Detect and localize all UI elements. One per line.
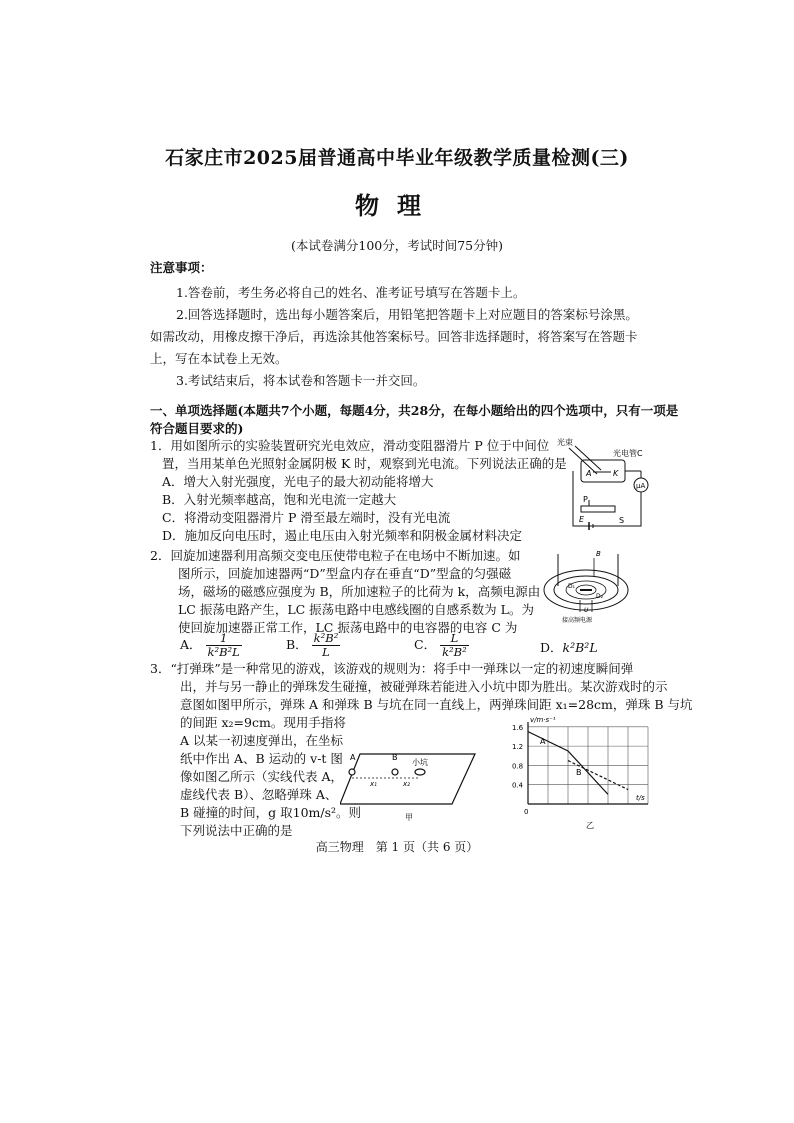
notice-heading: 注意事项： [150, 260, 213, 275]
q3-left-3: 纸中作出 A、B 运动的 v-t 图 [180, 751, 343, 766]
chart-y-tick-label: 0.4 [512, 781, 524, 790]
q3-vt-chart [498, 712, 658, 832]
q1-label-e: E [579, 515, 585, 524]
q3-figure-jia [340, 744, 480, 824]
q3-jia-label-x2: x₂ [403, 780, 410, 788]
q3-jia-label-b: B [392, 753, 398, 762]
chart-series-label-a: A [540, 737, 546, 746]
section-heading-line1: 一、单项选择题(本题共7个小题，每题4分，共28分，在每小题给出的四个选项中，只有一项是 [150, 403, 679, 418]
subject-title: 物理 [355, 191, 439, 220]
q2-label-u: U [584, 607, 589, 614]
q1-option-d: D．施加反向电压时，遏止电压由入射光频率和阴极金属材料决定 [162, 528, 523, 543]
q3-jia-label-a: A [350, 753, 356, 762]
q2-line4: LC 振荡电路产生，LC 振荡电路中电感线圈的自感系数为 L。为 [178, 602, 534, 617]
q1-label-light: 光束 [557, 438, 573, 447]
q3-left-6: B 碰撞的时间，g 取10m/s²。则 [180, 805, 362, 820]
chart-origin: 0 [524, 808, 529, 816]
q1-label-s: S [619, 516, 625, 525]
q3-line2: 出，并与另一静止的弹珠发生碰撞，被碰弹珠若能进入小坑中即为胜出。某次游戏时的示 [180, 679, 668, 694]
q3-jia-label-pit: 小坑 [412, 758, 428, 767]
page-footer: 高三物理 第 1 页（共 6 页） [315, 840, 479, 854]
q1-option-b: B．入射光频率越高，饱和光电流一定越大 [162, 492, 397, 507]
q3-line3: 意图如图甲所示，弹珠 A 和弹珠 B 与坑在同一直线上，两弹珠间距 x₁=28cm，弹珠 B 与坑 [180, 697, 693, 712]
chart-y-ticks [512, 724, 524, 790]
q3-left-5: 虚线代表 B）、忽略弹珠 A、 [180, 787, 338, 802]
q1-option-c: C．将滑动变阻器滑片 P 滑至最左端时，没有光电流 [162, 510, 451, 525]
chart-grid [528, 727, 648, 804]
q2-option-d: D．k²B²L [540, 640, 598, 655]
q2-line1: 2．回旋加速器利用高频交变电压使带电粒子在电场中不断加速。如 [150, 548, 521, 563]
q2-line2: 图所示，回旋加速器两“D”型盒内存在垂直“D”型盒的匀强磁 [178, 566, 512, 581]
q2-label-b: B [596, 550, 601, 558]
exam-note: (本试卷满分100分，考试时间75分钟) [290, 238, 504, 253]
q2-line3: 场，磁场的磁感应强度为 B，所加速粒子的比荷为 k，高频电源由 [178, 584, 541, 599]
exam-title: 石家庄市2025届普通高中毕业年级教学质量检测(三) [165, 147, 629, 169]
q3-left-2: A 以某一初速度弹出，在坐标 [180, 733, 344, 748]
chart-caption: 乙 [586, 821, 594, 830]
q1-label-p: P [583, 495, 588, 504]
chart-y-tick-label: 0.8 [512, 762, 524, 771]
q3-left-4: 像如图乙所示（实线代表 A， [180, 769, 344, 784]
q3-jia-label-x1: x₁ [370, 780, 377, 788]
q1-circuit-figure [553, 436, 653, 536]
q1-stem-line1: 1．用如图所示的实验装置研究光电效应，滑动变阻器滑片 P 位于中间位 [150, 438, 550, 453]
chart-x-label: t/s [636, 794, 645, 802]
notice-item-1: 1.答卷前，考生务必将自己的姓名、准考证号填写在答题卡上。 [176, 285, 526, 300]
chart-y-label: v/m·s⁻¹ [530, 716, 556, 724]
q3-jia-caption: 甲 [405, 813, 413, 822]
q1-label-tube: 光电管C [613, 449, 643, 458]
q2-line5: 使回旋加速器正常工作，LC 振荡电路中的电容器的电容 C 为 [178, 620, 518, 635]
q3-left-1: 的间距 x₂=9cm。现用手指将 [180, 715, 346, 730]
q1-label-k: K [613, 469, 619, 478]
chart-series-label-b: B [576, 768, 582, 777]
q2-label-d2: D₂ [596, 593, 604, 600]
q1-meter-label: μA [636, 482, 646, 490]
chart-y-tick-label: 1.6 [512, 723, 524, 732]
q2-option-c: C． $\frac{L}{\text{k²B²}}$ [414, 631, 467, 659]
q3-line1: 3．“打弹珠”是一种常见的游戏，该游戏的规则为：将手中一弹珠以一定的初速度瞬间弹 [150, 661, 634, 676]
q2-option-a: A． $\frac{1}{\text{k²B²L}}$ [180, 631, 240, 659]
q2-label-source: 接高频电源 [562, 617, 593, 624]
section-heading-line2: 符合题目要求的) [150, 421, 244, 436]
notice-item-3: 3.考试结束后，将本试卷和答题卡一并交回。 [176, 373, 426, 388]
q2-label-d1: D₁ [568, 583, 576, 590]
chart-y-tick-label: 1.2 [512, 743, 524, 752]
q1-stem-line2: 置，当用某单色光照射金属阴极 K 时，观察到光电流。下列说法正确的是 [162, 456, 567, 471]
q2-option-b: B． $\frac{\text{k²B²}}{L}$ [286, 631, 339, 659]
q1-option-a: A．增大入射光强度，光电子的最大初动能将增大 [162, 474, 434, 489]
q3-left-7: 下列说法中正确的是 [180, 823, 293, 838]
notice-item-2: 2.回答选择题时，选出每小题答案后，用铅笔把答题卡上对应题目的答案标号涂黑。如需改动，用橡皮擦干净后，再选涂其他答案标号。回答非选择题时，将答案写在答题卡上，写在本试卷上无效。 [150, 307, 638, 366]
q1-label-a: A [586, 469, 592, 478]
q2-cyclotron-figure [540, 546, 636, 626]
